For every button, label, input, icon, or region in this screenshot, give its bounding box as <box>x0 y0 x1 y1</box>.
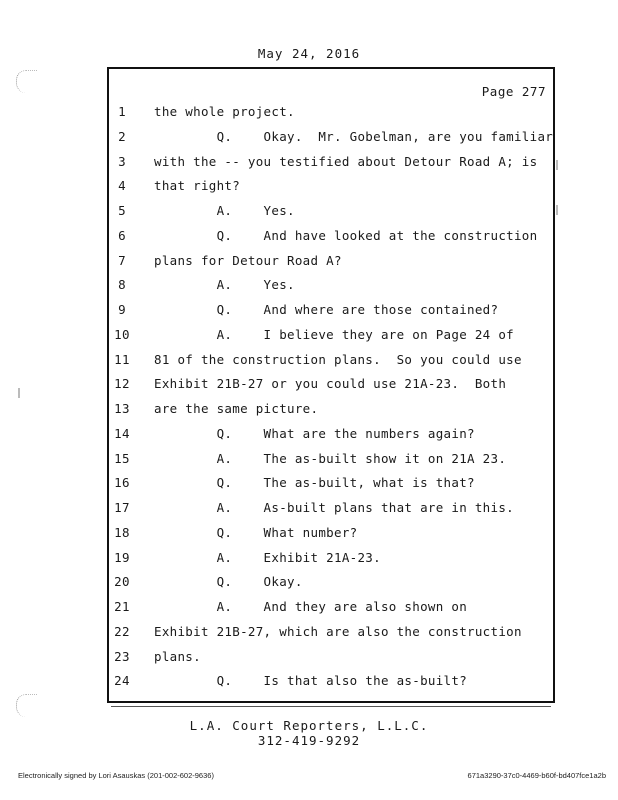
line-number: 12 <box>114 376 130 392</box>
transcript-line <box>108 253 553 271</box>
line-text: A. Exhibit 21A-23. <box>154 549 381 565</box>
line-number: 14 <box>114 425 130 441</box>
page-number: Page 277 <box>481 84 546 99</box>
scan-mark <box>556 205 558 215</box>
line-number: 24 <box>114 673 130 689</box>
line-text: A. As-built plans that are in this. <box>154 500 514 515</box>
transcript-line <box>108 302 553 320</box>
line-number: 3 <box>118 153 126 169</box>
transcript-line <box>108 104 553 122</box>
transcript-line <box>108 277 553 295</box>
document-id: 671a3290-37c0-4469-b60f-bd407fce1a2b <box>467 771 606 780</box>
line-text: Exhibit 21B-27 or you could use 21A-23. Both <box>154 376 507 392</box>
line-text: Q. The as-built, what is that? <box>154 475 475 491</box>
line-number: 2 <box>118 128 126 144</box>
footer-firm: L.A. Court Reporters, L.L.C. <box>189 718 429 733</box>
transcript-line <box>108 129 553 147</box>
transcript-line <box>108 426 553 444</box>
transcript-line <box>108 352 553 370</box>
line-number: 4 <box>118 178 126 194</box>
line-text: Q. Is that also the as-built? <box>154 673 468 689</box>
transcript-line <box>108 550 553 568</box>
punch-hole-mark <box>16 70 37 93</box>
line-number: 9 <box>118 302 126 317</box>
transcript-line <box>108 327 553 345</box>
line-number: 21 <box>114 599 130 614</box>
line-number: 15 <box>114 450 130 466</box>
line-number: 7 <box>118 252 126 268</box>
punch-hole-mark <box>16 694 37 717</box>
line-text: Q. What number? <box>154 524 358 540</box>
transcript-line <box>108 203 553 221</box>
transcript-line <box>108 649 553 667</box>
esignature-note: Electronically signed by Lori Asauskas (201-002-602-9636) <box>18 771 214 780</box>
frame-bottom-rule <box>111 703 551 707</box>
line-text: with the -- you testified about Detour Road A; is <box>154 153 538 169</box>
transcript-line <box>108 451 553 469</box>
scan-mark <box>18 388 20 398</box>
line-number: 22 <box>114 623 130 639</box>
line-text: Q. And have looked at the construction <box>154 227 538 243</box>
transcript-line <box>108 401 553 419</box>
transcript-line <box>108 154 553 172</box>
transcript-line <box>108 475 553 493</box>
line-number: 10 <box>114 326 130 342</box>
transcript-line <box>108 376 553 394</box>
line-number: 23 <box>114 648 130 664</box>
line-number: 19 <box>114 549 130 565</box>
header-date: May 24, 2016 <box>257 46 361 61</box>
scan-mark <box>556 160 558 170</box>
line-text: A. And they are also shown on <box>154 599 468 614</box>
line-text: the whole project. <box>154 104 295 119</box>
line-number: 1 <box>118 104 126 119</box>
line-number: 17 <box>114 500 130 515</box>
transcript-line <box>108 178 553 196</box>
line-text: are the same picture. <box>154 401 319 416</box>
transcript-line <box>108 624 553 642</box>
line-text: A. I believe they are on Page 24 of <box>154 326 514 342</box>
footer-phone: 312-419-9292 <box>257 733 361 748</box>
line-text: Q. What are the numbers again? <box>154 425 475 441</box>
transcript-line <box>108 574 553 592</box>
transcript-line <box>108 228 553 246</box>
transcript-line <box>108 500 553 518</box>
line-number: 11 <box>114 351 130 367</box>
line-text: that right? <box>154 178 241 194</box>
line-text: 81 of the construction plans. So you could use <box>154 351 522 367</box>
line-text: Q. Okay. Mr. Gobelman, are you familiar <box>154 128 554 144</box>
transcript-line <box>108 525 553 543</box>
line-text: A. The as-built show it on 21A 23. <box>154 450 507 466</box>
line-text: Q. And where are those contained? <box>154 302 499 317</box>
line-number: 5 <box>118 203 126 218</box>
line-number: 16 <box>114 475 130 491</box>
line-number: 18 <box>114 524 130 540</box>
transcript-line <box>108 599 553 617</box>
line-number: 20 <box>114 574 130 590</box>
line-text: Q. Okay. <box>154 574 303 590</box>
line-text: Exhibit 21B-27, which are also the construction <box>154 623 522 639</box>
transcript-line <box>108 673 553 691</box>
line-number: 6 <box>118 227 126 243</box>
line-text: plans for Detour Road A? <box>154 252 342 268</box>
line-text: A. Yes. <box>154 277 295 293</box>
line-text: plans. <box>154 648 201 664</box>
line-text: A. Yes. <box>154 203 295 218</box>
line-number: 8 <box>118 277 126 293</box>
line-number: 13 <box>114 401 130 416</box>
